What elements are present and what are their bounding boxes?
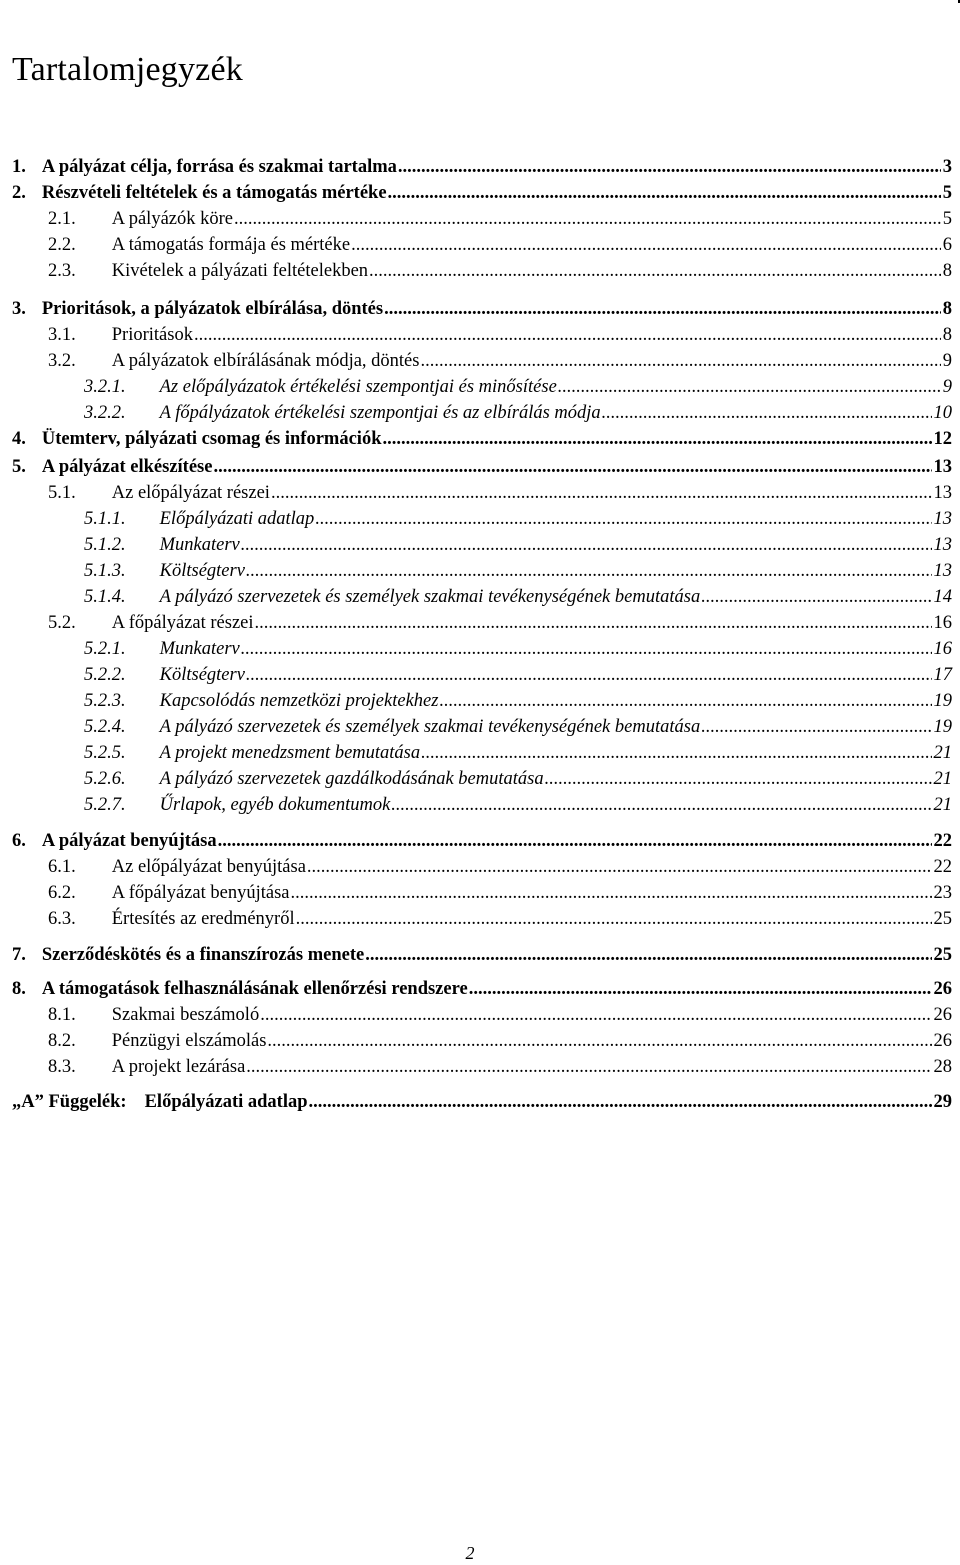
toc-entry-number: 5.2.6. <box>84 769 126 789</box>
toc-entry[interactable] <box>12 532 952 558</box>
toc-dot-leader <box>296 906 932 932</box>
toc-entry-page: 13 <box>933 483 952 503</box>
top-rule <box>0 0 960 3</box>
toc-entry-number: 2.3. <box>48 261 76 281</box>
toc-dot-leader <box>271 480 932 506</box>
toc-entry-title: Szerződéskötés és a finanszírozás menete <box>41 945 365 965</box>
toc-entry[interactable] <box>12 180 952 206</box>
toc-entry[interactable] <box>12 792 952 818</box>
toc-dot-leader <box>421 740 931 766</box>
toc-entry-page: 28 <box>933 1057 952 1077</box>
toc-entry-title: A pályázat célja, forrása és szakmai tartalma <box>41 157 397 177</box>
toc-entry-number: 5.2.5. <box>84 743 126 763</box>
toc-entry[interactable] <box>12 558 952 584</box>
toc-entry-title: A pályázat elkészítése <box>41 457 213 477</box>
toc-dot-leader <box>701 584 931 610</box>
toc-entry-number: 6.3. <box>48 909 76 929</box>
toc-entry-number: 6.2. <box>48 883 76 903</box>
toc-entry-title: A projekt lezárása <box>111 1057 246 1077</box>
toc-entry-title: A támogatások felhasználásának ellenőrzési rendszere <box>41 979 468 999</box>
toc-entry-title: A pályázó szervezetek és személyek szakmai tevékenységének bemutatása <box>159 587 701 607</box>
toc-entry[interactable] <box>12 688 952 714</box>
toc-entry-page: 21 <box>933 795 952 815</box>
toc-entry-title: Pénzügyi elszámolás <box>111 1031 267 1051</box>
toc-entry-number: 1. <box>12 157 26 177</box>
toc-entry-page: 16 <box>933 639 952 659</box>
toc-entry[interactable] <box>12 1089 952 1115</box>
toc-entry-page: 5 <box>942 209 952 229</box>
toc-dot-leader <box>388 180 941 206</box>
toc-entry-title: A pályázók köre <box>111 209 233 229</box>
toc-entry[interactable] <box>12 880 952 906</box>
toc-entry[interactable] <box>12 348 952 374</box>
toc-entry-page: 21 <box>933 769 952 789</box>
toc-entry-page: 17 <box>933 665 952 685</box>
toc-entry-title: Űrlapok, egyéb dokumentumok <box>159 795 391 815</box>
toc-entry-number: 5.1.4. <box>84 587 126 607</box>
toc-dot-leader <box>315 506 931 532</box>
toc-entry-number: 7. <box>12 945 26 965</box>
toc-entry[interactable] <box>12 154 952 180</box>
toc-entry[interactable] <box>12 1028 952 1054</box>
toc-entry[interactable] <box>12 400 952 426</box>
toc-entry-number: 8.3. <box>48 1057 76 1077</box>
toc-entry-page: 12 <box>933 429 952 449</box>
toc-entry-page: 19 <box>933 717 952 737</box>
toc-entry-page: 26 <box>933 1005 952 1025</box>
toc-entry-number: 2. <box>12 183 26 203</box>
toc-entry-number: 5. <box>12 457 26 477</box>
toc-entry[interactable] <box>12 506 952 532</box>
toc-dot-leader <box>369 258 941 284</box>
toc-entry-number: 4. <box>12 429 26 449</box>
toc-entry[interactable] <box>12 906 952 932</box>
toc-entry-number: 5.2.1. <box>84 639 126 659</box>
toc-entry-number: 3. <box>12 299 26 319</box>
toc-dot-leader <box>420 348 940 374</box>
toc-dot-leader <box>545 766 932 792</box>
toc-entry-page: 22 <box>933 857 952 877</box>
toc-entry-number: 3.2. <box>48 351 76 371</box>
toc-entry[interactable] <box>12 232 952 258</box>
toc-entry[interactable] <box>12 296 952 322</box>
toc-entry-title: Kapcsolódás nemzetközi projektekhez <box>159 691 439 711</box>
toc-dot-leader <box>365 942 931 968</box>
toc-dot-leader <box>602 400 932 426</box>
toc-entry[interactable] <box>12 480 952 506</box>
toc-entry-page: 22 <box>933 831 952 851</box>
toc-entry-title: A pályázatok elbírálásának módja, döntés <box>111 351 420 371</box>
toc-entry[interactable] <box>12 766 952 792</box>
toc-entry-number: 8.2. <box>48 1031 76 1051</box>
toc-entry-title: A pályázó szervezetek és személyek szakmai tevékenységének bemutatása <box>159 717 701 737</box>
toc-entry-number: 2.2. <box>48 235 76 255</box>
toc-entry-page: 9 <box>942 377 952 397</box>
toc-entry-number: 5.1.2. <box>84 535 126 555</box>
toc-entry-title: A támogatás formája és mértéke <box>111 235 351 255</box>
toc-entry-title: Az előpályázatok értékelési szempontjai és minősítése <box>159 377 557 397</box>
toc-entry-number: 5.2.4. <box>84 717 126 737</box>
toc-entry-page: 29 <box>933 1092 952 1112</box>
toc-entry-title: Költségterv <box>159 561 245 581</box>
toc-entry-number: 5.1.3. <box>84 561 126 581</box>
toc-entry-title: Kivételek a pályázati feltételekben <box>111 261 369 281</box>
toc-entry-title: Munkaterv <box>159 535 240 555</box>
toc-entry-page: 26 <box>933 979 952 999</box>
toc-entry[interactable] <box>12 454 952 480</box>
toc-entry[interactable] <box>12 942 952 968</box>
toc-entry-page: 3 <box>942 157 952 177</box>
toc-dot-leader <box>213 454 931 480</box>
toc-entry-title: A főpályázat benyújtása <box>111 883 290 903</box>
toc-dot-leader <box>218 828 932 854</box>
toc-entry-number: „A” Függelék: <box>12 1092 127 1112</box>
toc-dot-leader <box>267 1028 931 1054</box>
toc-entry-title: A pályázó szervezetek gazdálkodásának bemutatása <box>159 769 544 789</box>
toc-entry-page: 8 <box>942 299 952 319</box>
toc-entry[interactable] <box>12 1002 952 1028</box>
toc-dot-leader <box>234 206 941 232</box>
toc-entry-title: A főpályázat részei <box>111 613 254 633</box>
toc-entry[interactable] <box>12 714 952 740</box>
toc-entry-page: 9 <box>942 351 952 371</box>
toc-entry-page: 8 <box>942 325 952 345</box>
toc-entry-page: 5 <box>942 183 952 203</box>
toc-entry-page: 13 <box>933 535 952 555</box>
toc-entry[interactable] <box>12 976 952 1002</box>
toc-entry-number: 8.1. <box>48 1005 76 1025</box>
toc-entry-number: 5.2.2. <box>84 665 126 685</box>
toc-entry-number: 5.1. <box>48 483 76 503</box>
toc-entry-page: 13 <box>933 457 952 477</box>
toc-entry-page: 25 <box>933 909 952 929</box>
toc-entry-page: 6 <box>942 235 952 255</box>
toc-entry-number: 5.2.3. <box>84 691 126 711</box>
toc-entry-number: 2.1. <box>48 209 76 229</box>
toc-entry[interactable] <box>12 374 952 400</box>
toc-entry-number: 5.2. <box>48 613 76 633</box>
toc-dot-leader <box>246 662 932 688</box>
toc-entry[interactable] <box>12 740 952 766</box>
toc-entry-page: 21 <box>933 743 952 763</box>
toc-entry-page: 14 <box>933 587 952 607</box>
toc-entry-page: 13 <box>933 561 952 581</box>
toc-entry-title: Értesítés az eredményről <box>111 909 295 929</box>
toc-entry[interactable] <box>12 662 952 688</box>
toc-entry-title: Ütemterv, pályázati csomag és információk <box>41 429 382 449</box>
toc-entry-number: 6.1. <box>48 857 76 877</box>
toc-entry-page: 13 <box>933 509 952 529</box>
toc-entry-number: 3.2.2. <box>84 403 126 423</box>
toc-dot-leader <box>307 854 932 880</box>
toc-entry-title: Prioritások <box>111 325 193 345</box>
toc-entry-title: Előpályázati adatlap <box>159 509 315 529</box>
page-title: Tartalomjegyzék <box>12 51 243 88</box>
toc-dot-leader <box>351 232 941 258</box>
toc-dot-leader <box>246 558 932 584</box>
toc-entry-page: 25 <box>933 945 952 965</box>
toc-entry-title: Munkaterv <box>159 639 240 659</box>
toc-entry[interactable] <box>12 258 952 284</box>
toc-dot-leader <box>246 1054 931 1080</box>
toc-dot-leader <box>469 976 932 1002</box>
toc-entry-page: 16 <box>933 613 952 633</box>
page-number: 2 <box>465 1543 475 1563</box>
toc-entry-title: Részvételi feltételek és a támogatás mértéke <box>41 183 387 203</box>
toc-entry[interactable] <box>12 1054 952 1080</box>
toc-dot-leader <box>255 610 932 636</box>
toc-dot-leader <box>241 636 932 662</box>
toc-dot-leader <box>194 322 941 348</box>
toc-entry-page: 23 <box>933 883 952 903</box>
toc-dot-leader <box>391 792 931 818</box>
toc-entry-title: Előpályázati adatlap <box>144 1092 308 1112</box>
toc-entry-title: Prioritások, a pályázatok elbírálása, döntés <box>41 299 384 319</box>
toc-entry-page: 19 <box>933 691 952 711</box>
toc-entry-title: Az előpályázat benyújtása <box>111 857 306 877</box>
toc-entry-title: Az előpályázat részei <box>111 483 270 503</box>
toc-entry-title: A pályázat benyújtása <box>41 831 217 851</box>
toc-dot-leader <box>439 688 931 714</box>
toc-entry[interactable] <box>12 426 952 452</box>
toc-dot-leader <box>309 1089 932 1115</box>
toc-dot-leader <box>382 426 931 452</box>
toc-entry[interactable] <box>12 584 952 610</box>
toc-entry-number: 5.2.7. <box>84 795 126 815</box>
toc-entry-title: Szakmai beszámoló <box>111 1005 260 1025</box>
toc-entry-title: Költségterv <box>159 665 245 685</box>
toc-entry-page: 10 <box>933 403 952 423</box>
toc-dot-leader <box>701 714 931 740</box>
toc-entry-page: 8 <box>942 261 952 281</box>
toc-entry[interactable] <box>12 610 952 636</box>
toc-dot-leader <box>384 296 941 322</box>
toc-dot-leader <box>398 154 941 180</box>
toc-entry-title: A főpályázatok értékelési szempontjai és az elbírálás módja <box>159 403 601 423</box>
toc-dot-leader <box>241 532 932 558</box>
toc-entry-page: 26 <box>933 1031 952 1051</box>
toc-entry[interactable] <box>12 854 952 880</box>
toc-entry[interactable] <box>12 322 952 348</box>
toc-dot-leader <box>260 1002 931 1028</box>
toc-entry-title: A projekt menedzsment bemutatása <box>159 743 421 763</box>
toc-entry-number: 8. <box>12 979 26 999</box>
toc-entry-number: 3.2.1. <box>84 377 126 397</box>
toc-entry-number: 6. <box>12 831 26 851</box>
toc-entry[interactable] <box>12 206 952 232</box>
toc-entry-number: 5.1.1. <box>84 509 126 529</box>
toc-entry-number: 3.1. <box>48 325 76 345</box>
toc-dot-leader <box>291 880 932 906</box>
toc-entry[interactable] <box>12 636 952 662</box>
toc-dot-leader <box>558 374 941 400</box>
toc-entry[interactable] <box>12 828 952 854</box>
